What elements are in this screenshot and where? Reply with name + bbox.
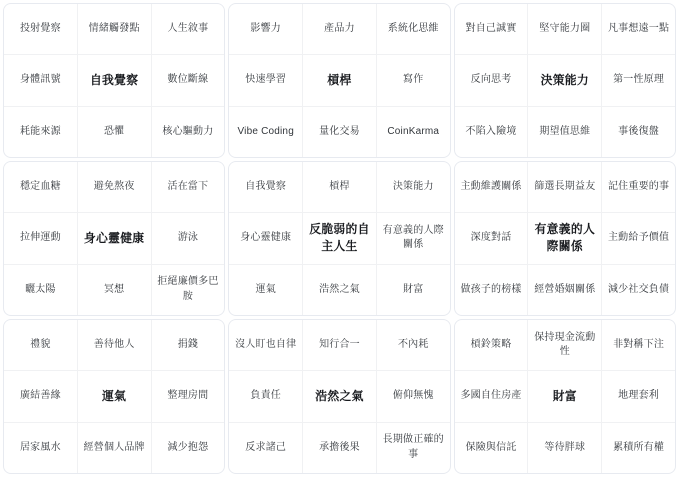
cell-core-theme-0[interactable]: 自我覺察 bbox=[229, 162, 302, 212]
cell-core-theme-3[interactable]: 身心靈健康 bbox=[229, 213, 302, 263]
cell-moral-integrity-1[interactable]: 知行合一 bbox=[303, 320, 376, 370]
cell-mind-body-health-2[interactable]: 活在當下 bbox=[152, 162, 225, 212]
cell-wealth-7[interactable]: 等待胖球 bbox=[528, 423, 601, 473]
cell-mind-body-health-7[interactable]: 冥想 bbox=[78, 265, 151, 315]
cell-luck-0[interactable]: 禮貌 bbox=[4, 320, 77, 370]
cell-decision-making-1[interactable]: 堅守能力圈 bbox=[528, 4, 601, 54]
cell-decision-making-0[interactable]: 對自己誠實 bbox=[455, 4, 528, 54]
cell-center-decision-making[interactable]: 決策能力 bbox=[528, 55, 601, 105]
cell-luck-2[interactable]: 捐錢 bbox=[152, 320, 225, 370]
cell-core-theme-7[interactable]: 浩然之氣 bbox=[303, 265, 376, 315]
cell-core-theme-5[interactable]: 有意義的人際關係 bbox=[377, 213, 450, 263]
block-core-theme bbox=[228, 161, 450, 316]
cell-wealth-0[interactable]: 槓鈴策略 bbox=[455, 320, 528, 370]
cell-core-theme-1[interactable]: 槓桿 bbox=[303, 162, 376, 212]
cell-self-awareness-8[interactable]: 核心驅動力 bbox=[152, 107, 225, 157]
cell-mind-body-health-0[interactable]: 穩定血糖 bbox=[4, 162, 77, 212]
cell-wealth-6[interactable]: 保險與信託 bbox=[455, 423, 528, 473]
cell-decision-making-5[interactable]: 第一性原理 bbox=[602, 55, 675, 105]
cell-mind-body-health-8[interactable]: 拒絕廉價多巴胺 bbox=[152, 265, 225, 315]
cell-wealth-3[interactable]: 多國自住房產 bbox=[455, 371, 528, 421]
cell-luck-3[interactable]: 廣結善緣 bbox=[4, 371, 77, 421]
cell-meaningful-relationships-0[interactable]: 主動維護關係 bbox=[455, 162, 528, 212]
cell-center-core-theme[interactable]: 反脆弱的自主人生 bbox=[303, 213, 376, 263]
cell-center-meaningful-relationships[interactable]: 有意義的人際關係 bbox=[528, 213, 601, 263]
cell-self-awareness-3[interactable]: 身體訊號 bbox=[4, 55, 77, 105]
block-meaningful-relationships bbox=[454, 161, 676, 316]
cell-self-awareness-5[interactable]: 數位斷線 bbox=[152, 55, 225, 105]
cell-luck-1[interactable]: 善待他人 bbox=[78, 320, 151, 370]
cell-mind-body-health-6[interactable]: 曬太陽 bbox=[4, 265, 77, 315]
block-mind-body-health bbox=[3, 161, 225, 316]
cell-decision-making-6[interactable]: 不陷入險境 bbox=[455, 107, 528, 157]
cell-leverage-0[interactable]: 影響力 bbox=[229, 4, 302, 54]
cell-leverage-7[interactable]: 量化交易 bbox=[303, 107, 376, 157]
cell-wealth-5[interactable]: 地理套利 bbox=[602, 371, 675, 421]
cell-decision-making-2[interactable]: 凡事想遠一點 bbox=[602, 4, 675, 54]
cell-self-awareness-2[interactable]: 人生敘事 bbox=[152, 4, 225, 54]
cell-leverage-5[interactable]: 寫作 bbox=[377, 55, 450, 105]
cell-moral-integrity-3[interactable]: 負責任 bbox=[229, 371, 302, 421]
block-decision-making bbox=[454, 3, 676, 158]
cell-meaningful-relationships-5[interactable]: 主動給予價值 bbox=[602, 213, 675, 263]
cell-wealth-8[interactable]: 累積所有權 bbox=[602, 423, 675, 473]
cell-self-awareness-6[interactable]: 耗能來源 bbox=[4, 107, 77, 157]
cell-decision-making-8[interactable]: 事後復盤 bbox=[602, 107, 675, 157]
cell-wealth-2[interactable]: 非對稱下注 bbox=[602, 320, 675, 370]
cell-mind-body-health-3[interactable]: 拉伸運動 bbox=[4, 213, 77, 263]
cell-luck-6[interactable]: 居家風水 bbox=[4, 423, 77, 473]
block-wealth bbox=[454, 319, 676, 474]
cell-meaningful-relationships-7[interactable]: 經營婚姻關係 bbox=[528, 265, 601, 315]
cell-core-theme-2[interactable]: 決策能力 bbox=[377, 162, 450, 212]
cell-center-leverage[interactable]: 槓桿 bbox=[303, 55, 376, 105]
block-leverage bbox=[228, 3, 450, 158]
cell-meaningful-relationships-3[interactable]: 深度對話 bbox=[455, 213, 528, 263]
cell-meaningful-relationships-6[interactable]: 做孩子的榜樣 bbox=[455, 265, 528, 315]
cell-moral-integrity-0[interactable]: 沒人盯也自律 bbox=[229, 320, 302, 370]
cell-moral-integrity-8[interactable]: 長期做正確的事 bbox=[377, 423, 450, 473]
cell-luck-7[interactable]: 經營個人品牌 bbox=[78, 423, 151, 473]
cell-self-awareness-1[interactable]: 情緒觸發點 bbox=[78, 4, 151, 54]
cell-self-awareness-7[interactable]: 恐懼 bbox=[78, 107, 151, 157]
cell-wealth-1[interactable]: 保持現金流動性 bbox=[528, 320, 601, 370]
cell-center-luck[interactable]: 運氣 bbox=[78, 371, 151, 421]
cell-center-mind-body-health[interactable]: 身心靈健康 bbox=[78, 213, 151, 263]
cell-moral-integrity-5[interactable]: 俯仰無愧 bbox=[377, 371, 450, 421]
cell-self-awareness-0[interactable]: 投射覺察 bbox=[4, 4, 77, 54]
block-luck bbox=[3, 319, 225, 474]
cell-core-theme-6[interactable]: 運氣 bbox=[229, 265, 302, 315]
cell-leverage-1[interactable]: 產品力 bbox=[303, 4, 376, 54]
cell-mind-body-health-5[interactable]: 游泳 bbox=[152, 213, 225, 263]
cell-moral-integrity-6[interactable]: 反求諸己 bbox=[229, 423, 302, 473]
cell-moral-integrity-2[interactable]: 不內耗 bbox=[377, 320, 450, 370]
cell-moral-integrity-7[interactable]: 承擔後果 bbox=[303, 423, 376, 473]
block-self-awareness bbox=[3, 3, 225, 158]
cell-mind-body-health-1[interactable]: 避免熬夜 bbox=[78, 162, 151, 212]
cell-center-wealth[interactable]: 財富 bbox=[528, 371, 601, 421]
cell-center-moral-integrity[interactable]: 浩然之氣 bbox=[303, 371, 376, 421]
cell-center-self-awareness[interactable]: 自我覺察 bbox=[78, 55, 151, 105]
cell-meaningful-relationships-1[interactable]: 篩選長期益友 bbox=[528, 162, 601, 212]
cell-leverage-3[interactable]: 快速學習 bbox=[229, 55, 302, 105]
cell-luck-5[interactable]: 整理房間 bbox=[152, 371, 225, 421]
cell-luck-8[interactable]: 減少抱怨 bbox=[152, 423, 225, 473]
block-moral-integrity bbox=[228, 319, 450, 474]
cell-meaningful-relationships-2[interactable]: 記住重要的事 bbox=[602, 162, 675, 212]
cell-leverage-6[interactable]: Vibe Coding bbox=[229, 107, 302, 157]
cell-core-theme-8[interactable]: 財富 bbox=[377, 265, 450, 315]
cell-decision-making-7[interactable]: 期望值思維 bbox=[528, 107, 601, 157]
cell-leverage-8[interactable]: CoinKarma bbox=[377, 107, 450, 157]
cell-leverage-2[interactable]: 系統化思維 bbox=[377, 4, 450, 54]
cell-meaningful-relationships-8[interactable]: 減少社交負債 bbox=[602, 265, 675, 315]
cell-decision-making-3[interactable]: 反向思考 bbox=[455, 55, 528, 105]
